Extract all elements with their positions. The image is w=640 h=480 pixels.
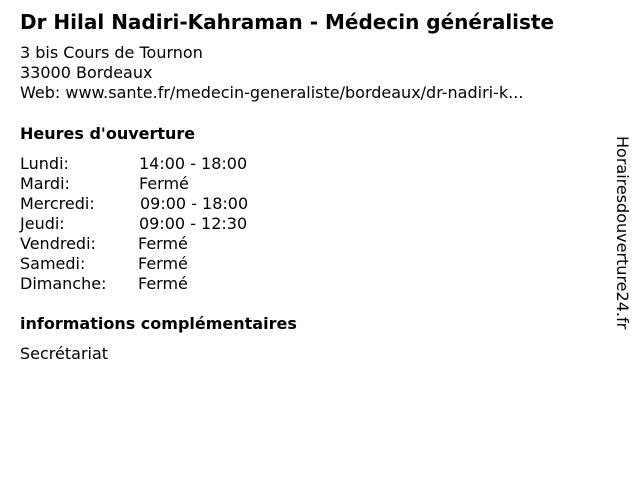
address-street: 3 bis Cours de Tournon bbox=[20, 43, 203, 62]
hours-value: 14:00 - 18:00 bbox=[139, 154, 248, 173]
day-label: Jeudi: bbox=[20, 214, 65, 233]
page-title: Dr Hilal Nadiri-Kahraman - Médecin généraliste bbox=[20, 10, 555, 34]
address-web: Web: www.sante.fr/medecin-generaliste/bordeaux/dr-nadiri-k... bbox=[20, 83, 524, 102]
address-city: 33000 Bordeaux bbox=[20, 63, 153, 82]
hours-heading: Heures d'ouverture bbox=[20, 124, 196, 143]
hours-value: Fermé bbox=[138, 234, 188, 253]
hours-value: Fermé bbox=[138, 254, 188, 273]
day-label: Mardi: bbox=[20, 174, 70, 193]
address-block bbox=[20, 43, 523, 103]
info-heading: informations complémentaires bbox=[20, 314, 297, 333]
day-label: Vendredi: bbox=[20, 234, 96, 253]
hours-value: Fermé bbox=[139, 174, 189, 193]
day-label: Dimanche: bbox=[20, 274, 107, 293]
day-label: Lundi: bbox=[20, 154, 69, 173]
hours-value: Fermé bbox=[138, 274, 188, 293]
day-label: Samedi: bbox=[20, 254, 86, 273]
hours-value: 09:00 - 18:00 bbox=[140, 194, 249, 213]
day-label: Mercredi: bbox=[20, 194, 95, 213]
info-value: Secrétariat bbox=[20, 344, 109, 363]
hours-value: 09:00 - 12:30 bbox=[139, 214, 248, 233]
site-watermark: Horairesdouverture24.fr bbox=[613, 136, 632, 330]
